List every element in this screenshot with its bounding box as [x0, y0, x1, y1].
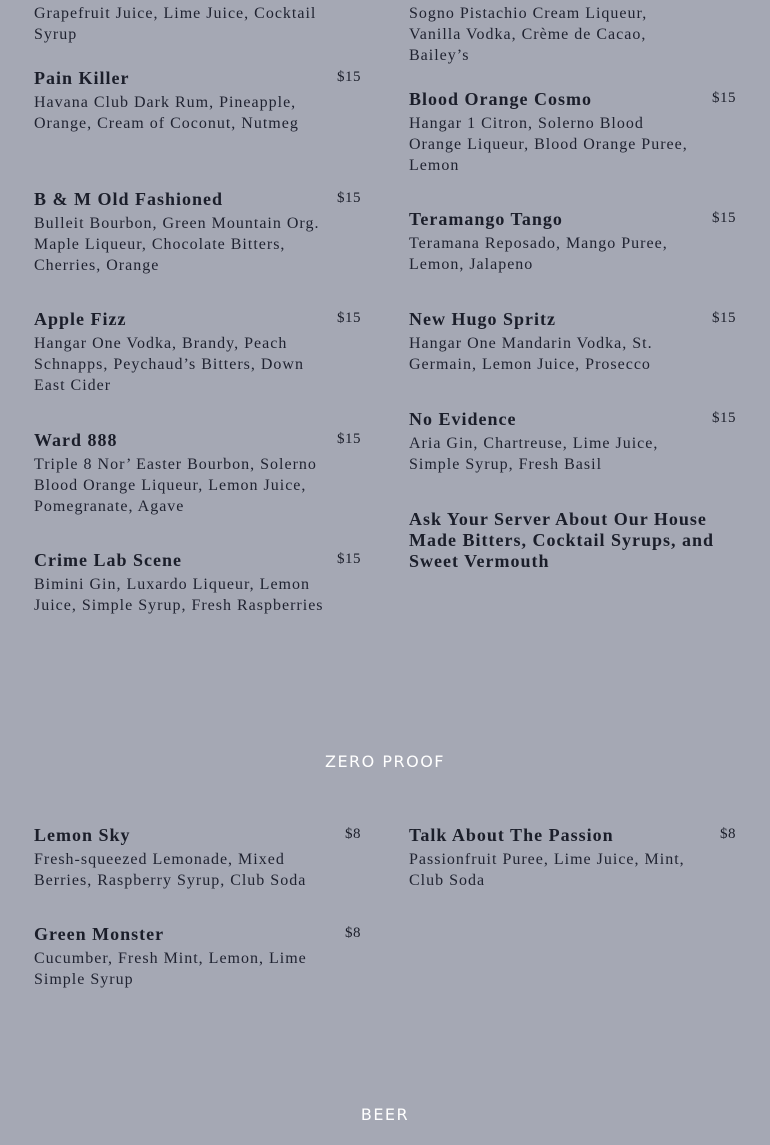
section-title-zero-proof: ZERO PROOF — [324, 752, 446, 771]
menu-item-description: Aria Gin, Chartreuse, Lime Juice, Simple Syrup, Fresh Basil — [409, 435, 659, 473]
menu-item-price: $15 — [712, 310, 736, 326]
menu-item-price: $15 — [337, 310, 361, 326]
menu-item-description: Havana Club Dark Rum, Pineapple, Orange, Cream of Coconut, Nutmeg — [34, 94, 299, 132]
menu-item-name: Pain Killer — [34, 68, 130, 88]
menu-item-price: $8 — [345, 826, 361, 842]
menu-item-name: B & M Old Fashioned — [34, 189, 224, 209]
menu-item-description: Hangar One Vodka, Brandy, Peach Schnapps, Peychaud’s Bitters, Down East Cider — [34, 335, 304, 394]
menu-item-name: Teramango Tango — [409, 209, 563, 229]
menu-item-price: $15 — [337, 431, 361, 447]
menu-item-name: Talk About The Passion — [409, 825, 614, 845]
menu-item-description: Hangar One Mandarin Vodka, St. Germain, Lemon Juice, Prosecco — [409, 335, 653, 373]
menu-item-description: Bimini Gin, Luxardo Liqueur, Lemon Juice, Simple Syrup, Fresh Raspberries — [34, 576, 324, 614]
menu-item-description: Passionfruit Puree, Lime Juice, Mint, Club Soda — [409, 851, 685, 889]
menu-item-name: No Evidence — [409, 409, 517, 429]
menu-item-name: Ward 888 — [34, 430, 118, 450]
menu-item-name: Blood Orange Cosmo — [409, 89, 593, 109]
menu-item-price: $15 — [712, 210, 736, 226]
menu-item-price: $15 — [337, 551, 361, 567]
menu-item-name: New Hugo Spritz — [409, 309, 556, 329]
menu-item-price: $15 — [712, 410, 736, 426]
menu-item-price: $15 — [337, 190, 361, 206]
menu-item-name: Green Monster — [34, 924, 165, 944]
menu-item-name: Apple Fizz — [34, 309, 127, 329]
menu-item-description: Sogno Pistachio Cream Liqueur, Vanilla Vodka, Crème de Cacao, Bailey’s — [409, 5, 648, 64]
menu-item-description: Fresh-squeezed Lemonade, Mixed Berries, Raspberry Syrup, Club Soda — [34, 851, 307, 889]
menu-item-description: Hangar 1 Citron, Solerno Blood Orange Liqueur, Blood Orange Puree, Lemon — [409, 115, 688, 174]
menu-item-price: $15 — [337, 69, 361, 85]
menu-item-price: $15 — [712, 90, 736, 106]
menu-item-description: Cucumber, Fresh Mint, Lemon, Lime Simple Syrup — [34, 950, 307, 988]
house-made-note: Ask Your Server About Our House Made Bitters, Cocktail Syrups, and Sweet Vermouth — [409, 509, 715, 571]
section-title-beer: BEER — [360, 1105, 410, 1124]
menu-item-name: Lemon Sky — [34, 825, 131, 845]
menu-item-name: Crime Lab Scene — [34, 550, 182, 570]
menu-item-description: Bulleit Bourbon, Green Mountain Org. Maple Liqueur, Chocolate Bitters, Cherries, Orange — [34, 215, 320, 274]
menu-item-price: $8 — [345, 925, 361, 941]
menu-item-description: Teramana Reposado, Mango Puree, Lemon, Jalapeno — [409, 235, 668, 273]
menu-item-price: $8 — [720, 826, 736, 842]
menu-item-description: Grapefruit Juice, Lime Juice, Cocktail Syrup — [34, 5, 317, 43]
menu-item-description: Triple 8 Nor’ Easter Bourbon, Solerno Blood Orange Liqueur, Lemon Juice, Pomegranate, Agave — [34, 456, 317, 515]
